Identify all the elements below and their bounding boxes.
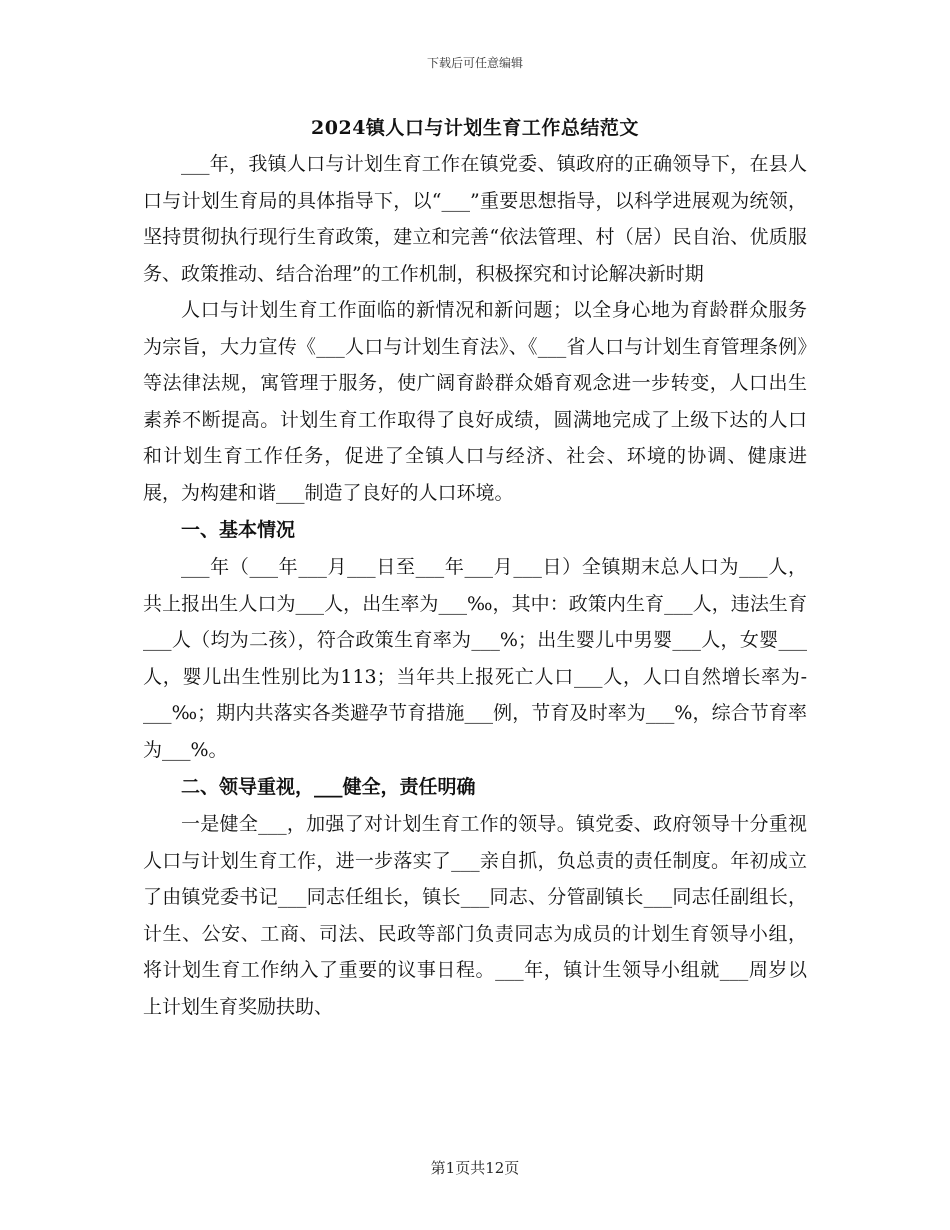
document-body bbox=[143, 146, 807, 1025]
page-header-note: 下载后可任意编辑 bbox=[426, 56, 523, 70]
paragraph-intro-continued: 人口与计划生育工作面临的新情况和新问题；以全身心地为育龄群众服务为宗旨，大力宣传《___人口与计划生育法》、《___省人口与计划生育管理条例》等法律法规，寓管理于服务，使广阔育龄群众婚育观念进一步转变，人口出生素养不断提高。计划生育工作取得了良好成绩，圆满地完成了上级下达的人口和计划生育工作任务，促进了全镇人口与经济、社会、环境的协调、健康进展，为构建和谐___制造了良好的人口环境。 bbox=[143, 299, 807, 504]
paragraph-intro: ___年，我镇人口与计划生育工作在镇党委、镇政府的正确领导下，在县人口与计划生育局的具体指导下，以“___”重要思想指导，以科学进展观为统领，坚持贯彻执行现行生育政策，建立和完善“依法管理、村（居）民自治、优质服务、政策推动、结合治理”的工作机制，积极探究和讨论解决新时期 bbox=[143, 153, 807, 285]
section-heading-leadership: 二、领导重视，___健全，责任明确 bbox=[181, 776, 476, 798]
document-title: 2024镇人口与计划生育工作总结范文 bbox=[311, 117, 639, 139]
section-heading-basic-situation: 一、基本情况 bbox=[181, 519, 296, 541]
page-number: 第1页共12页 bbox=[430, 1159, 520, 1177]
paragraph-leadership: 一是健全___，加强了对计划生育工作的领导。镇党委、政府领导十分重视人口与计划生育工作，进一步落实了___亲自抓，负总责的责任制度。年初成立了由镇党委书记___同志任组长，镇长___同志、分管副镇长___同志任副组长，计生、公安、工商、司法、民政等部门负责同志为成员的计划生育领导小组，将计划生育工作纳入了重要的议事日程。___年，镇计生领导小组就___周岁以上计划生育奖励扶助、 bbox=[143, 813, 807, 1018]
paragraph-basic-situation: ___年（___年___月___日至___年___月___日）全镇期末总人口为___人，共上报出生人口为___人，出生率为___‰，其中：政策内生育___人，违法生育___人（均为二孩），符合政策生育率为___%；出生婴儿中男婴___人，女婴___人，婴儿出生性别比为113；当年共上报死亡人口___人，人口自然增长率为-___‰；期内共落实各类避孕节育措施___例，节育及时率为___%，综合节育率为___%。 bbox=[143, 556, 807, 761]
